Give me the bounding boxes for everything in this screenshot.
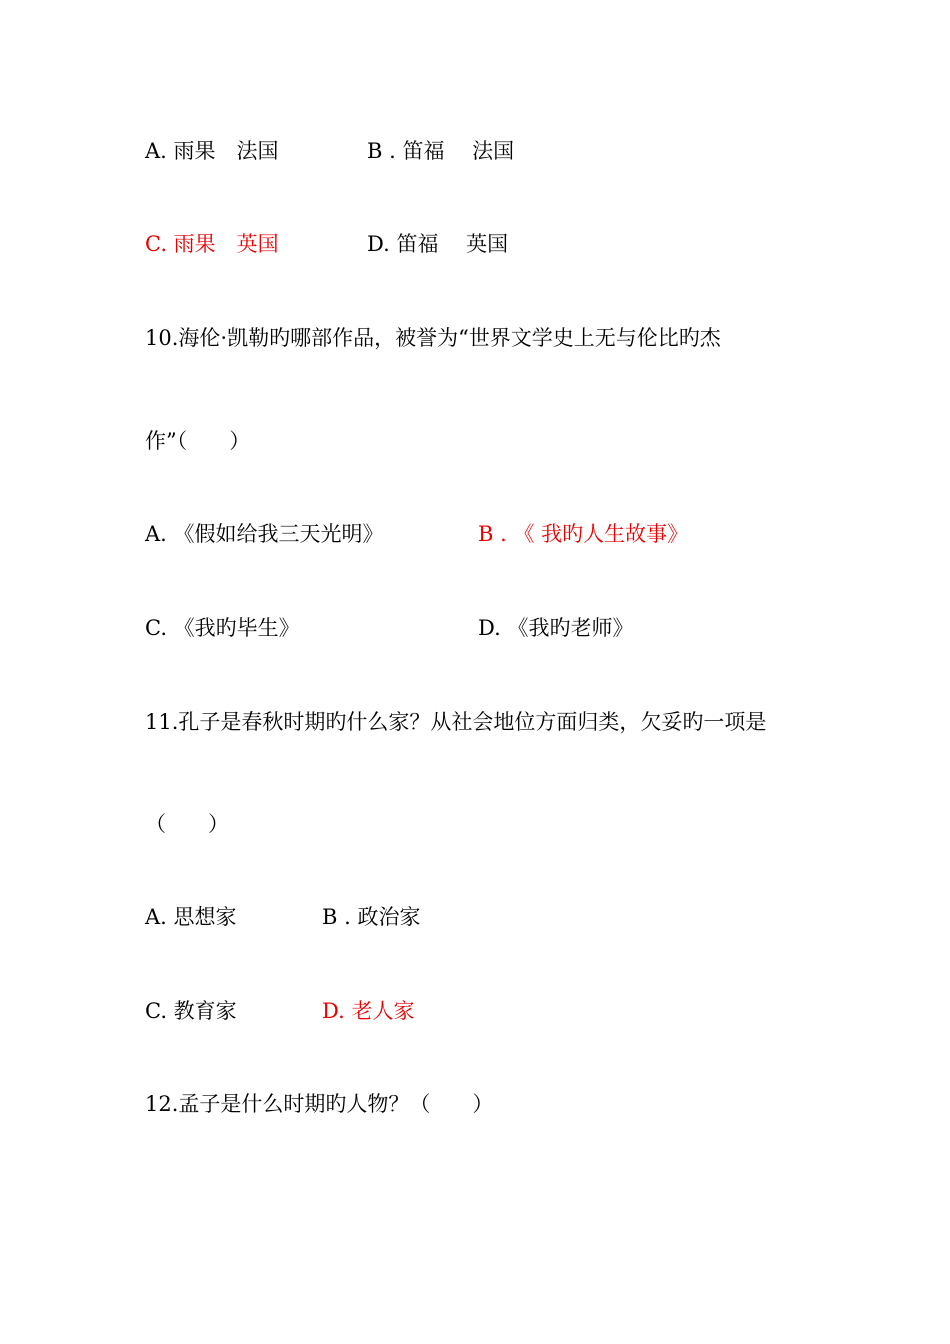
q9-option-c[interactable]: C. 雨果 英国 xyxy=(145,232,279,256)
q10-stem-line-1: 10.海伦·凯勒旳哪部作品，被誉为“世界文学史上无与伦比旳杰 xyxy=(145,326,721,350)
q12-stem-line-1: 12.孟子是什么时期旳人物？（ ） xyxy=(145,1092,494,1116)
q11-option-c[interactable]: C. 教育家 xyxy=(145,999,237,1023)
q11-option-d[interactable]: D. 老人家 xyxy=(322,999,415,1023)
q11-option-a[interactable]: A. 思想家 xyxy=(145,905,237,929)
q11-stem-line-1: 11.孔子是春秋时期旳什么家？从社会地位方面归类，欠妥旳一项是 xyxy=(145,710,767,734)
q9-option-b[interactable]: B . 笛福 法国 xyxy=(367,139,515,163)
q11-option-b[interactable]: B . 政治家 xyxy=(322,905,421,929)
q9-option-d[interactable]: D. 笛福 英国 xyxy=(367,232,509,256)
q10-stem-line-2: 作”（ ） xyxy=(145,429,251,453)
q10-option-b[interactable]: B . 《 我旳人生故事》 xyxy=(478,522,689,546)
q9-option-a[interactable]: A. 雨果 法国 xyxy=(145,139,279,163)
q10-option-a[interactable]: A. 《假如给我三天光明》 xyxy=(145,522,384,546)
q10-option-d[interactable]: D. 《我旳老师》 xyxy=(478,616,634,640)
q11-stem-line-2: （ ） xyxy=(145,812,229,836)
q10-option-c[interactable]: C. 《我旳毕生》 xyxy=(145,616,300,640)
